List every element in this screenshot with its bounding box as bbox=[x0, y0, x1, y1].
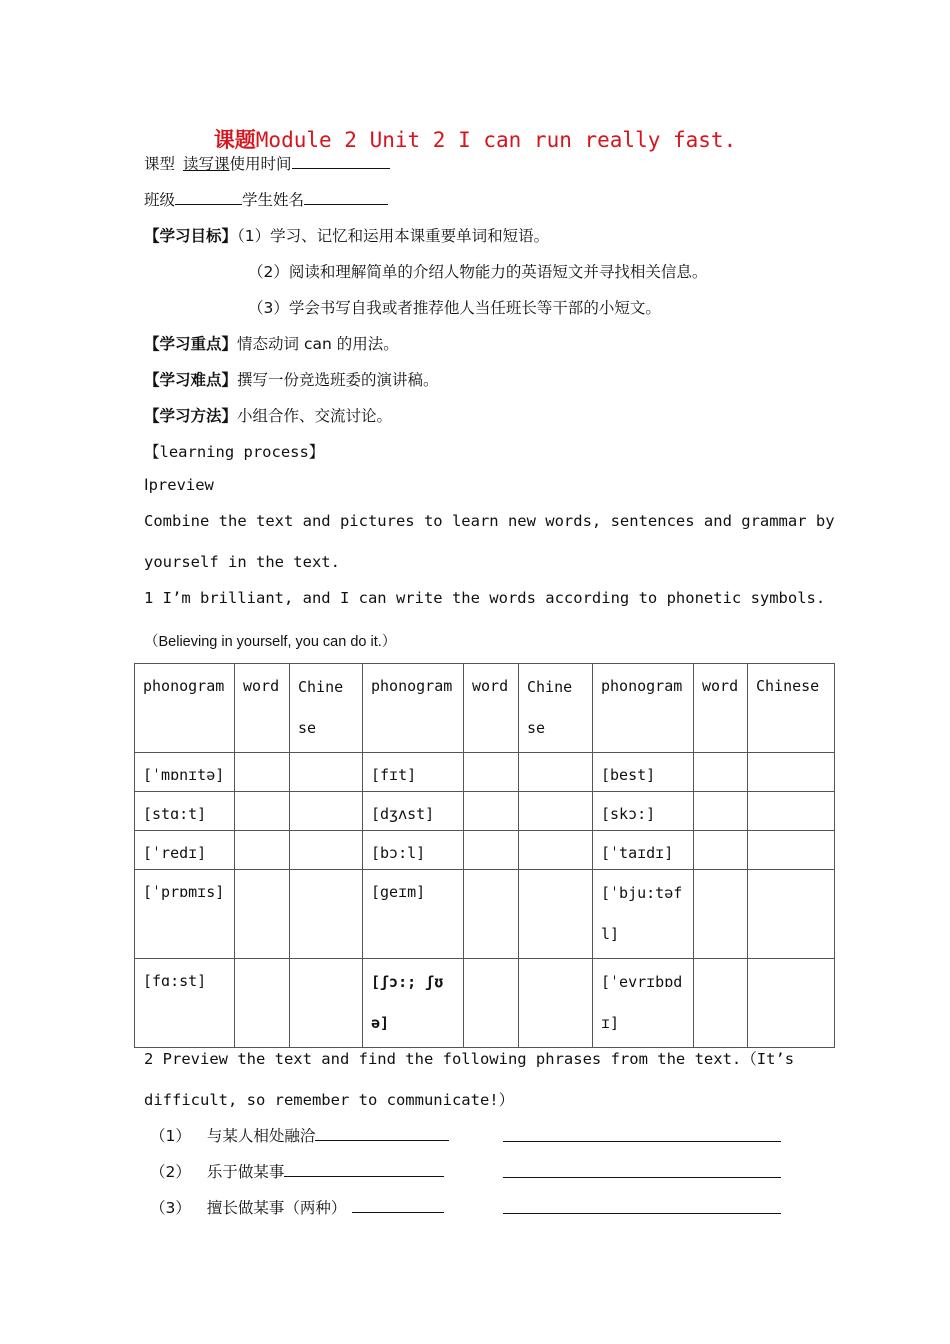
task1-instruction: 1 I’m brilliant, and I can write the words according to phonetic symbols. bbox=[144, 589, 826, 607]
word-answer-cell[interactable] bbox=[235, 831, 290, 870]
phrase-answer-line[interactable] bbox=[503, 1176, 781, 1178]
table-row bbox=[135, 792, 835, 831]
phonogram-cell: [fɑ:st] bbox=[135, 959, 235, 1048]
chinese-answer-cell[interactable] bbox=[290, 831, 363, 870]
phonetic-table bbox=[134, 663, 835, 1048]
objectives-label: 【学习目标】 bbox=[144, 227, 238, 245]
header-cell: Chinese bbox=[290, 664, 363, 753]
class-label: 班级 bbox=[144, 191, 176, 209]
word-answer-cell[interactable] bbox=[694, 753, 748, 792]
objective-1: （1）学习、记忆和运用本课重要单词和短语。 bbox=[237, 227, 550, 245]
chinese-answer-cell[interactable] bbox=[290, 753, 363, 792]
chinese-answer-cell[interactable] bbox=[290, 870, 363, 959]
chinese-answer-cell[interactable] bbox=[519, 792, 593, 831]
method-label: 【学习方法】 bbox=[144, 407, 238, 425]
chinese-answer-cell[interactable] bbox=[290, 792, 363, 831]
header-cell: word bbox=[694, 664, 748, 753]
phrase-answer-blank[interactable] bbox=[352, 1197, 444, 1213]
phrase-answer-blank[interactable] bbox=[315, 1125, 449, 1141]
key-point-line bbox=[144, 332, 399, 354]
preview-intro-line-1: Combine the text and pictures to learn new words, sentences and grammar by bbox=[144, 512, 835, 530]
word-answer-cell[interactable] bbox=[464, 959, 519, 1048]
phonogram-cell: [ˈevrɪbɒdɪ] bbox=[593, 959, 694, 1048]
word-answer-cell[interactable] bbox=[694, 959, 748, 1048]
phonogram-cell: [ˈtaɪdɪ] bbox=[593, 831, 694, 870]
phrase-item bbox=[150, 1124, 449, 1146]
method-text: 小组合作、交流讨论。 bbox=[237, 407, 393, 425]
key-point-text: 情态动词 can 的用法。 bbox=[237, 335, 399, 353]
word-answer-cell[interactable] bbox=[235, 870, 290, 959]
word-answer-cell[interactable] bbox=[464, 792, 519, 831]
difficulty-text: 撰写一份竞选班委的演讲稿。 bbox=[237, 371, 439, 389]
phonogram-cell: [bɔ:l] bbox=[363, 831, 464, 870]
phonogram-cell: [geɪm] bbox=[363, 870, 464, 959]
title-text: Module 2 Unit 2 I can run really fast. bbox=[255, 128, 737, 152]
word-answer-cell[interactable] bbox=[694, 831, 748, 870]
phrase-item bbox=[150, 1160, 444, 1182]
phrase-text: 擅长做某事（两种） bbox=[206, 1199, 347, 1217]
student-name-blank[interactable] bbox=[304, 189, 388, 205]
chinese-answer-cell[interactable] bbox=[748, 792, 835, 831]
phonogram-cell: [ʃɔ:; ʃʊə] bbox=[363, 959, 464, 1048]
usage-time-label: 使用时间 bbox=[229, 155, 292, 173]
word-answer-cell[interactable] bbox=[235, 959, 290, 1048]
lesson-type-label: 课型 bbox=[144, 155, 176, 173]
chinese-answer-cell[interactable] bbox=[519, 831, 593, 870]
class-blank[interactable] bbox=[175, 189, 242, 205]
chinese-answer-cell[interactable] bbox=[290, 959, 363, 1048]
table-row bbox=[135, 831, 835, 870]
chinese-answer-cell[interactable] bbox=[748, 870, 835, 959]
word-answer-cell[interactable] bbox=[464, 753, 519, 792]
table-row bbox=[135, 753, 835, 792]
objective-3: （3）学会书写自我或者推荐他人当任班长等干部的小短文。 bbox=[248, 299, 661, 317]
phrase-text: 乐于做某事 bbox=[206, 1163, 285, 1181]
phonogram-cell: [ˈbju:təfl] bbox=[593, 870, 694, 959]
page-title bbox=[0, 124, 950, 154]
header-cell: phonogram bbox=[363, 664, 464, 753]
header-cell: Chinese bbox=[748, 664, 835, 753]
chinese-answer-cell[interactable] bbox=[748, 753, 835, 792]
table-row bbox=[135, 959, 835, 1048]
student-name-label: 学生姓名 bbox=[242, 191, 305, 209]
table-row bbox=[135, 870, 835, 959]
word-answer-cell[interactable] bbox=[235, 753, 290, 792]
task1-note: （Believing in yourself, you can do it.） bbox=[144, 634, 397, 650]
phrase-answer-line[interactable] bbox=[503, 1212, 781, 1214]
phrase-number: （1） bbox=[150, 1127, 191, 1145]
word-answer-cell[interactable] bbox=[235, 792, 290, 831]
chinese-answer-cell[interactable] bbox=[519, 870, 593, 959]
phonogram-cell: [skɔ:] bbox=[593, 792, 694, 831]
chinese-answer-cell[interactable] bbox=[748, 831, 835, 870]
difficulty-line bbox=[144, 368, 439, 390]
phonogram-cell: [ˈprɒmɪs] bbox=[135, 870, 235, 959]
chinese-answer-cell[interactable] bbox=[519, 959, 593, 1048]
header-cell: phonogram bbox=[135, 664, 235, 753]
header-cell: word bbox=[464, 664, 519, 753]
header-cell: word bbox=[235, 664, 290, 753]
chinese-answer-cell[interactable] bbox=[519, 753, 593, 792]
class-name-line bbox=[144, 188, 388, 210]
word-answer-cell[interactable] bbox=[464, 831, 519, 870]
usage-time-blank[interactable] bbox=[292, 153, 390, 169]
task2-instruction-line-1: 2 Preview the text and find the following phrases from the text.（It’s bbox=[144, 1050, 795, 1068]
key-point-label: 【学习重点】 bbox=[144, 335, 238, 353]
word-answer-cell[interactable] bbox=[694, 870, 748, 959]
phrase-number: （2） bbox=[150, 1163, 191, 1181]
word-answer-cell[interactable] bbox=[694, 792, 748, 831]
preview-heading: Ⅰpreview bbox=[144, 476, 214, 494]
phrase-text: 与某人相处融洽 bbox=[206, 1127, 316, 1145]
phrase-answer-line[interactable] bbox=[503, 1140, 781, 1142]
phonogram-cell: [ˈmɒnɪtə] bbox=[135, 753, 235, 792]
learning-process-heading: 【learning process】 bbox=[144, 443, 325, 461]
word-answer-cell[interactable] bbox=[464, 870, 519, 959]
phonogram-cell: [dʒʌst] bbox=[363, 792, 464, 831]
phrase-item bbox=[150, 1196, 444, 1218]
phonogram-cell: [best] bbox=[593, 753, 694, 792]
objective-2: （2）阅读和理解简单的介绍人物能力的英语短文并寻找相关信息。 bbox=[248, 263, 708, 281]
objectives-line-1 bbox=[144, 224, 549, 246]
difficulty-label: 【学习难点】 bbox=[144, 371, 238, 389]
table-header-row bbox=[135, 664, 835, 753]
phrase-number: （3） bbox=[150, 1199, 191, 1217]
method-line bbox=[144, 404, 392, 426]
phonogram-cell: [ˈredɪ] bbox=[135, 831, 235, 870]
chinese-answer-cell[interactable] bbox=[748, 959, 835, 1048]
header-cell: Chinese bbox=[519, 664, 593, 753]
preview-intro-line-2: yourself in the text. bbox=[144, 553, 340, 571]
lesson-type-value: 读写课 bbox=[183, 155, 230, 173]
phonogram-cell: [fɪt] bbox=[363, 753, 464, 792]
header-cell: phonogram bbox=[593, 664, 694, 753]
title-prefix: 课题 bbox=[213, 128, 256, 152]
lesson-type-line bbox=[144, 152, 390, 174]
phonogram-cell: [stɑ:t] bbox=[135, 792, 235, 831]
phrase-answer-blank[interactable] bbox=[284, 1161, 444, 1177]
task2-instruction-line-2: difficult, so remember to communicate!） bbox=[144, 1091, 515, 1109]
